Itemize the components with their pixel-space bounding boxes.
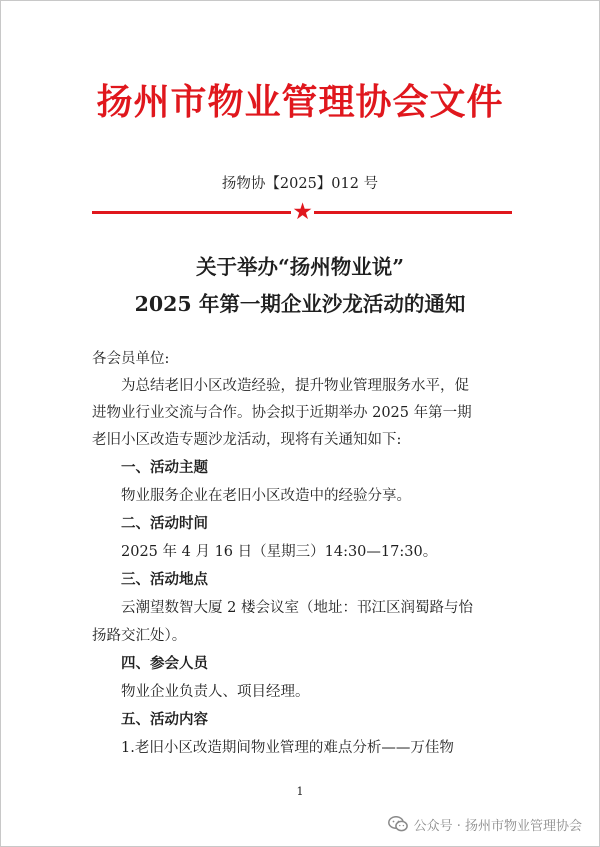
- section-content-attendees: 物业企业负责人、项目经理。: [121, 684, 310, 700]
- salutation: 各会员单位:: [92, 351, 170, 367]
- watermark-text: 公众号 · 扬州市物业管理协会: [413, 818, 582, 834]
- notice-title-line-2: 2025 年第一期企业沙龙活动的通知: [134, 292, 466, 316]
- section-content-location: 扬路交汇处）。: [92, 628, 187, 644]
- intro-line: 老旧小区改造专题沙龙活动，现将有关通知如下:: [92, 432, 402, 448]
- document-header-title: 扬州市物业管理协会文件: [96, 81, 504, 123]
- wechat-icon: [388, 816, 408, 832]
- notice-title-line-1: 关于举办“扬州物业说”: [195, 255, 405, 279]
- section-heading-attendees: 四、参会人员: [121, 655, 208, 672]
- section-heading-content: 五、活动内容: [121, 711, 208, 728]
- section-content-theme: 物业服务企业在老旧小区改造中的经验分享。: [121, 488, 411, 504]
- page-number: 1: [296, 785, 304, 798]
- red-star-icon: ★: [292, 199, 313, 225]
- intro-line: 进物业行业交流与合作。协会拟于近期举办 2025 年第一期: [92, 405, 472, 421]
- red-divider-left: [92, 211, 291, 214]
- section-heading-theme: 一、活动主题: [121, 459, 208, 476]
- section-content-item-1: 1.老旧小区改造期间物业管理的难点分析——万佳物: [121, 740, 454, 756]
- section-heading-location: 三、活动地点: [121, 571, 208, 588]
- intro-line: 为总结老旧小区改造经验，提升物业管理服务水平，促: [121, 378, 469, 394]
- section-content-location: 云潮望数智大厦 2 楼会议室（地址：邗江区润蜀路与怡: [121, 600, 473, 616]
- red-divider-right: [314, 211, 512, 214]
- section-content-time: 2025 年 4 月 16 日（星期三）14:30—17:30。: [121, 544, 438, 560]
- wechat-watermark: [388, 813, 582, 835]
- section-heading-time: 二、活动时间: [121, 515, 208, 532]
- document-number: 扬物协【2025】012 号: [221, 176, 379, 192]
